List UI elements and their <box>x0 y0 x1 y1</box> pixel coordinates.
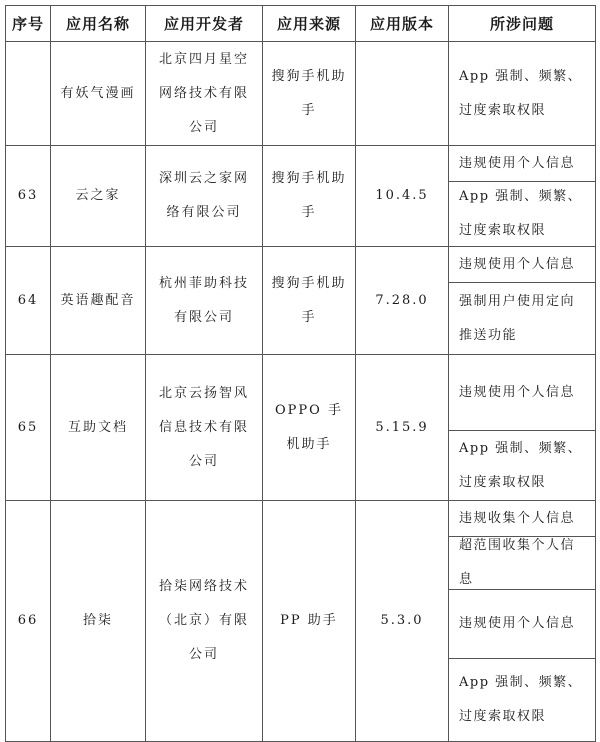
issue-list <box>449 247 595 354</box>
version-cell <box>356 355 449 501</box>
version-cell <box>356 247 449 355</box>
version: 10.4.5 <box>375 188 429 203</box>
row-number: 66 <box>17 613 39 628</box>
table-row <box>6 501 596 742</box>
developer: 北京云扬智风信息技术有限公司 <box>158 385 249 469</box>
row-number-cell <box>6 501 51 742</box>
issue-item: 违规使用个人信息 <box>459 256 576 272</box>
developer-cell <box>146 501 263 742</box>
issue-list <box>449 42 595 145</box>
developer-cell <box>146 355 263 501</box>
app-issues-table <box>5 5 596 742</box>
row-number: 64 <box>17 292 39 308</box>
issues-cell <box>449 355 596 501</box>
header-source: 应用来源 <box>263 6 356 42</box>
row-number-cell <box>6 42 51 146</box>
source-cell <box>263 355 356 501</box>
source-cell <box>263 42 356 146</box>
app-name: 有妖气漫画 <box>60 85 136 101</box>
version-cell <box>356 146 449 247</box>
app-name-cell <box>51 247 146 355</box>
app-name-cell <box>51 146 146 247</box>
issue-item: 违规使用个人信息 <box>459 155 576 171</box>
issue-item: 违规收集个人信息 <box>459 510 576 526</box>
table-row <box>6 146 596 247</box>
source-cell <box>263 501 356 742</box>
table-row <box>6 355 596 501</box>
version-cell <box>356 42 449 146</box>
issue-list <box>449 355 595 500</box>
app-name: 英语趣配音 <box>60 292 136 308</box>
issues-cell <box>449 42 596 146</box>
issues-cell <box>449 146 596 247</box>
developer-cell <box>146 42 263 146</box>
issue-item: 违规使用个人信息 <box>449 589 595 658</box>
source: OPPO 手机助手 <box>275 402 343 452</box>
source: 搜狗手机助手 <box>271 171 347 220</box>
header-developer: 应用开发者 <box>146 6 263 42</box>
app-name: 拾柒 <box>82 613 113 628</box>
issue-item: App 强制、频繁、过度索取权限 <box>459 68 583 118</box>
developer: 深圳云之家网络有限公司 <box>158 171 249 220</box>
header-issues: 所涉问题 <box>449 6 596 42</box>
row-number-cell <box>6 355 51 501</box>
developer-cell <box>146 247 263 355</box>
version: 5.15.9 <box>375 419 429 435</box>
developer-cell <box>146 146 263 247</box>
table-row <box>6 42 596 146</box>
table-row <box>6 247 596 355</box>
source: PP 助手 <box>280 613 338 628</box>
version: 5.3.0 <box>380 613 424 628</box>
issue-item: App 强制、频繁、过度索取权限 <box>449 430 595 500</box>
source-cell <box>263 247 356 355</box>
row-number: 65 <box>17 419 39 435</box>
row-number: 63 <box>17 188 39 203</box>
app-name-cell <box>51 355 146 501</box>
header-app-name: 应用名称 <box>51 6 146 42</box>
issue-list <box>449 146 595 246</box>
source: 搜狗手机助手 <box>271 275 347 325</box>
developer: 北京四月星空网络技术有限公司 <box>158 51 249 135</box>
row-number-cell <box>6 247 51 355</box>
issue-item: 超范围收集个人信息 <box>449 536 595 589</box>
issue-item: App 强制、频繁、过度索取权限 <box>449 181 595 246</box>
issue-item: 违规使用个人信息 <box>459 384 576 400</box>
source-cell <box>263 146 356 247</box>
header-version: 应用版本 <box>356 6 449 42</box>
issue-item: 强制用户使用定向推送功能 <box>449 282 595 354</box>
issues-cell <box>449 501 596 742</box>
app-name-cell <box>51 42 146 146</box>
issues-cell <box>449 247 596 355</box>
header-no: 序号 <box>6 6 51 42</box>
table-header-row <box>6 6 596 42</box>
app-name: 互助文档 <box>67 419 128 435</box>
app-name-cell <box>51 501 146 742</box>
developer: 拾柒网络技术（北京）有限公司 <box>158 579 249 662</box>
row-number-cell <box>6 146 51 247</box>
source: 搜狗手机助手 <box>271 68 347 118</box>
app-name: 云之家 <box>75 188 121 203</box>
version-cell <box>356 501 449 742</box>
issue-item: App 强制、频繁、过度索取权限 <box>449 658 595 741</box>
issue-list <box>449 501 595 741</box>
developer: 杭州菲助科技有限公司 <box>158 275 249 325</box>
version: 7.28.0 <box>375 292 429 308</box>
